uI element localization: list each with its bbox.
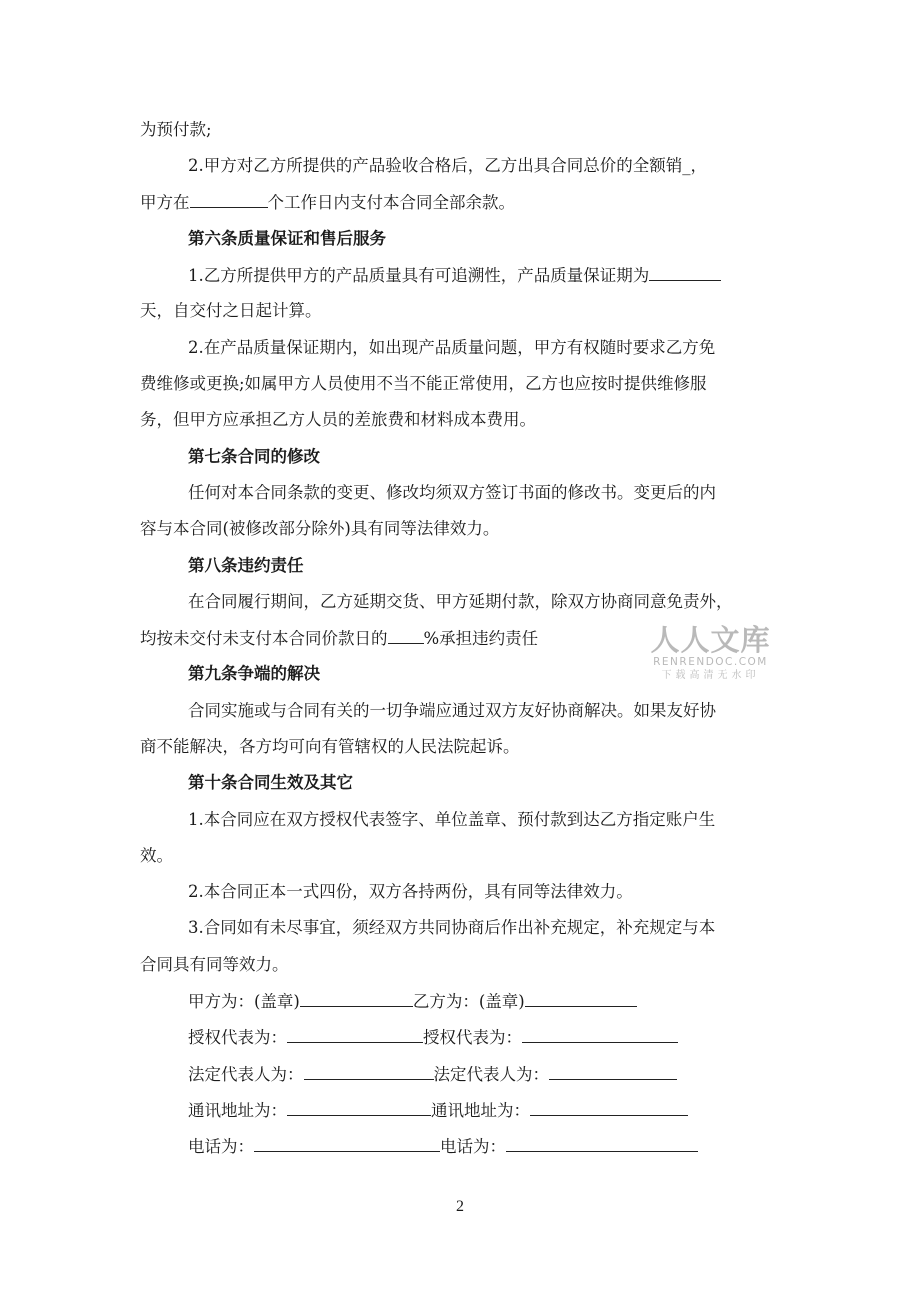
text-span: 1.乙方所提供甲方的产品质量具有可追溯性，产品质量保证期为 bbox=[188, 266, 650, 285]
legal-a-label: 法定代表人为： bbox=[188, 1065, 304, 1084]
text-line: 2.本合同正本一式四份，双方各持两份，具有同等法律效力。 bbox=[188, 882, 633, 901]
page-number: 2 bbox=[456, 1198, 464, 1215]
watermark bbox=[648, 624, 773, 682]
fill-blank bbox=[190, 192, 268, 208]
text-line: 合同实施或与合同有关的一切争端应通过双方友好协商解决。如果友好协 bbox=[188, 701, 716, 720]
fill-blank bbox=[287, 1100, 431, 1116]
fill-blank bbox=[649, 265, 721, 281]
text-line: 天，自交付之日起计算。 bbox=[140, 301, 322, 320]
text-line: 效。 bbox=[140, 846, 173, 865]
watermark-url: RENRENDOC.COM bbox=[653, 656, 768, 668]
rep-b-label: 授权代表为： bbox=[423, 1028, 522, 1047]
text-line: 3.合同如有未尽事宜，须经双方共同协商后作出补充规定，补充规定与本 bbox=[188, 918, 716, 937]
addr-b-label: 通讯地址为： bbox=[431, 1101, 530, 1120]
section-heading: 第八条违约责任 bbox=[188, 556, 304, 575]
fill-blank bbox=[287, 1027, 423, 1043]
fill-blank bbox=[388, 628, 424, 644]
text-line: 商不能解决，各方均可向有管辖权的人民法院起诉。 bbox=[140, 737, 520, 756]
fill-blank bbox=[254, 1136, 440, 1152]
watermark-title: 人人文库 bbox=[650, 623, 771, 657]
tel-a-label: 电话为： bbox=[188, 1137, 254, 1156]
text-line: 务，但甲方应承担乙方人员的差旅费和材料成本费用。 bbox=[140, 410, 536, 429]
fill-blank bbox=[522, 1027, 678, 1043]
section-heading: 第七条合同的修改 bbox=[188, 447, 320, 466]
text-line: 容与本合同(被修改部分除外)具有同等法律效力。 bbox=[140, 519, 500, 538]
text-line bbox=[188, 265, 721, 286]
text-line: 在合同履行期间，乙方延期交货、甲方延期付款，除双方协商同意免责外， bbox=[188, 592, 733, 611]
signature-row-address bbox=[188, 1100, 688, 1121]
party-a-seal-label: 甲方为：(盖章) bbox=[188, 992, 300, 1011]
watermark-subtitle: 下载高清无水印 bbox=[661, 670, 760, 681]
fill-blank bbox=[506, 1136, 698, 1152]
text-line: 任何对本合同条款的变更、修改均须双方签订书面的修改书。变更后的内 bbox=[188, 483, 716, 502]
fill-blank bbox=[525, 991, 637, 1007]
addr-a-label: 通讯地址为： bbox=[188, 1101, 287, 1120]
text-span: 均按未交付未支付本合同价款日的 bbox=[140, 629, 388, 648]
legal-b-label: 法定代表人为： bbox=[433, 1065, 549, 1084]
tel-b-label: 电话为： bbox=[440, 1137, 506, 1156]
text-line: 为预付款; bbox=[140, 120, 212, 139]
text-span: %承担违约责任 bbox=[423, 629, 539, 648]
fill-blank bbox=[530, 1100, 688, 1116]
text-line: 费维修或更换;如属甲方人员使用不当不能正常使用，乙方也应按时提供维修服 bbox=[140, 374, 707, 393]
fill-blank bbox=[304, 1064, 434, 1080]
text-line: 合同具有同等效力。 bbox=[140, 955, 289, 974]
text-line: 2.甲方对乙方所提供的产品验收合格后，乙方出具合同总价的全额销_， bbox=[188, 156, 707, 175]
signature-row-phone bbox=[188, 1136, 698, 1157]
signature-row-seal bbox=[188, 991, 637, 1012]
text-line: 1.本合同应在双方授权代表签字、单位盖章、预付款到达乙方指定账户生 bbox=[188, 810, 716, 829]
fill-blank bbox=[300, 991, 413, 1007]
section-heading: 第九条争端的解决 bbox=[188, 664, 320, 683]
signature-row-legal bbox=[188, 1064, 677, 1085]
party-b-seal-label: 乙方为：(盖章) bbox=[412, 992, 525, 1011]
section-heading: 第六条质量保证和售后服务 bbox=[188, 229, 386, 248]
text-span: 甲方在 bbox=[140, 193, 190, 212]
fill-blank bbox=[549, 1064, 677, 1080]
text-span: 个工作日内支付本合同全部余款。 bbox=[267, 193, 515, 212]
text-line: 2.在产品质量保证期内，如出现产品质量问题，甲方有权随时要求乙方免 bbox=[188, 338, 716, 357]
text-line bbox=[140, 192, 515, 213]
section-heading: 第十条合同生效及其它 bbox=[188, 773, 353, 792]
rep-a-label: 授权代表为： bbox=[188, 1028, 287, 1047]
text-line bbox=[140, 628, 538, 649]
signature-row-rep bbox=[188, 1027, 678, 1048]
